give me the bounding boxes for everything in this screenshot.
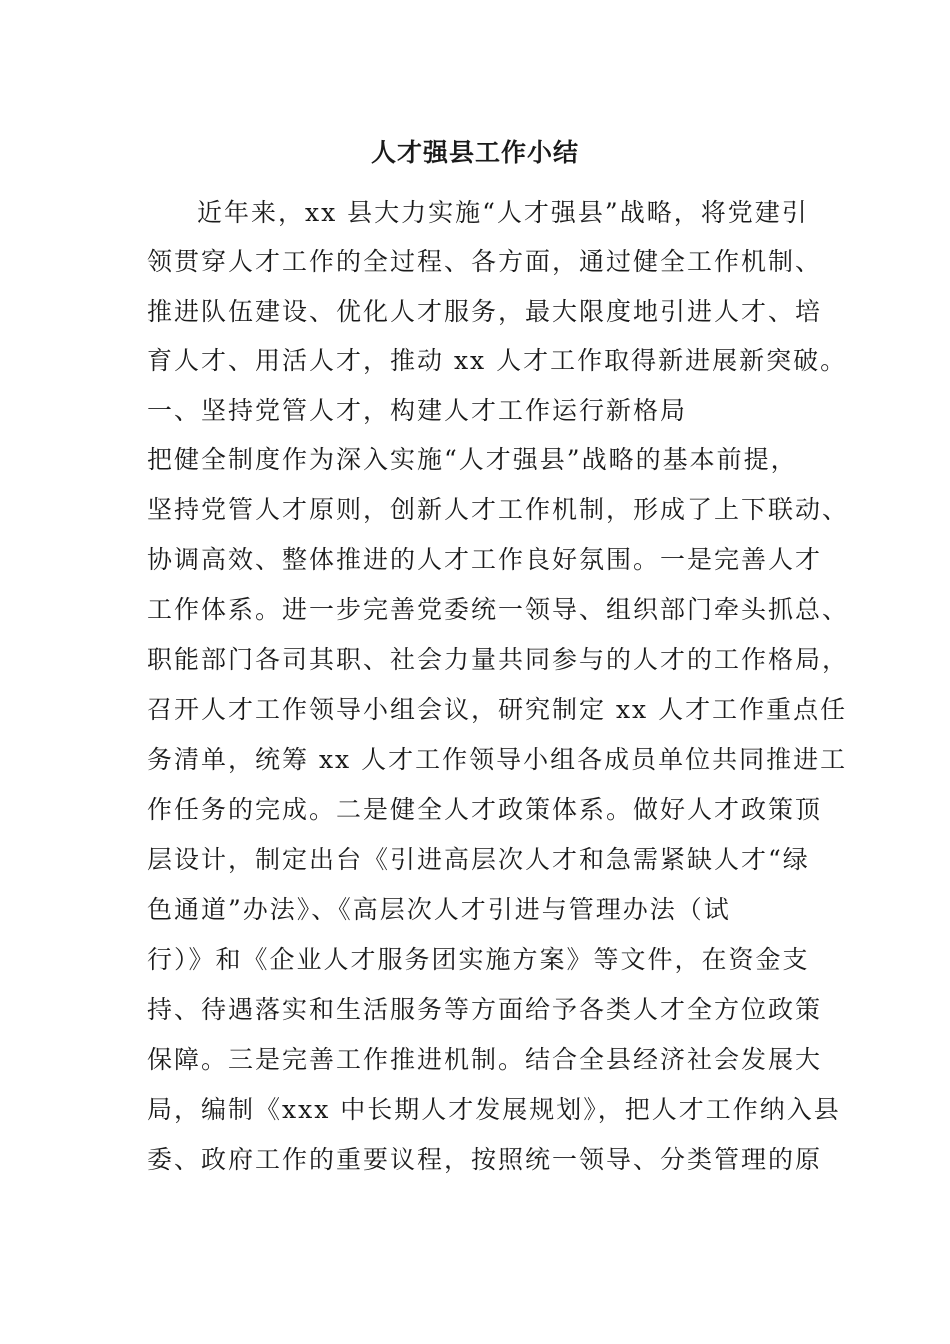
paragraph-line: 委、政府工作的重要议程，按照统一领导、分类管理的原 <box>147 1145 823 1174</box>
paragraph-line: 保障。三是完善工作推进机制。结合全县经济社会发展大 <box>147 1045 823 1074</box>
paragraph-line: 育人才、用活人才，推动 xx 人才工作取得新进展新突破。 <box>147 346 848 375</box>
paragraph-line: 工作体系。进一步完善党委统一领导、组织部门牵头抓总、 <box>147 595 850 624</box>
paragraph-line: 推进队伍建设、优化人才服务，最大限度地引进人才、培 <box>147 297 823 326</box>
paragraph-line: 领贯穿人才工作的全过程、各方面，通过健全工作机制、 <box>147 247 823 276</box>
paragraph-line: 职能部门各司其职、社会力量共同参与的人才的工作格局， <box>147 645 850 674</box>
document-title: 人才强县工作小结 <box>370 138 579 167</box>
paragraph-line: 作任务的完成。二是健全人才政策体系。做好人才政策顶 <box>147 795 823 824</box>
paragraph-line: 行）》和《企业人才服务团实施方案》等文件，在资金支 <box>147 945 810 974</box>
paragraph-line: 召开人才工作领导小组会议，研究制定 xx 人才工作重点任 <box>147 695 848 724</box>
paragraph-line: 持、待遇落实和生活服务等方面给予各类人才全方位政策 <box>147 995 823 1024</box>
paragraph-line: 把健全制度作为深入实施“人才强县”战略的基本前提， <box>147 445 798 474</box>
paragraph-line: 务清单，统筹 xx 人才工作领导小组各成员单位共同推进工 <box>147 745 848 774</box>
paragraph-line: 近年来，xx 县大力实施“人才强县”战略，将党建引 <box>197 198 809 227</box>
paragraph-line: 协调高效、整体推进的人才工作良好氛围。一是完善人才 <box>147 545 823 574</box>
paragraph-line: 局，编制《xxx 中长期人才发展规划》，把人才工作纳入县 <box>147 1095 841 1124</box>
paragraph-line: 色通道”办法》、《高层次人才引进与管理办法（试 <box>147 895 731 924</box>
section-heading: 一、坚持党管人才，构建人才工作运行新格局 <box>147 396 688 425</box>
paragraph-line: 层设计，制定出台《引进高层次人才和急需紧缺人才“绿 <box>147 845 810 874</box>
paragraph-line: 坚持党管人才原则，创新人才工作机制，形成了上下联动、 <box>147 495 850 524</box>
